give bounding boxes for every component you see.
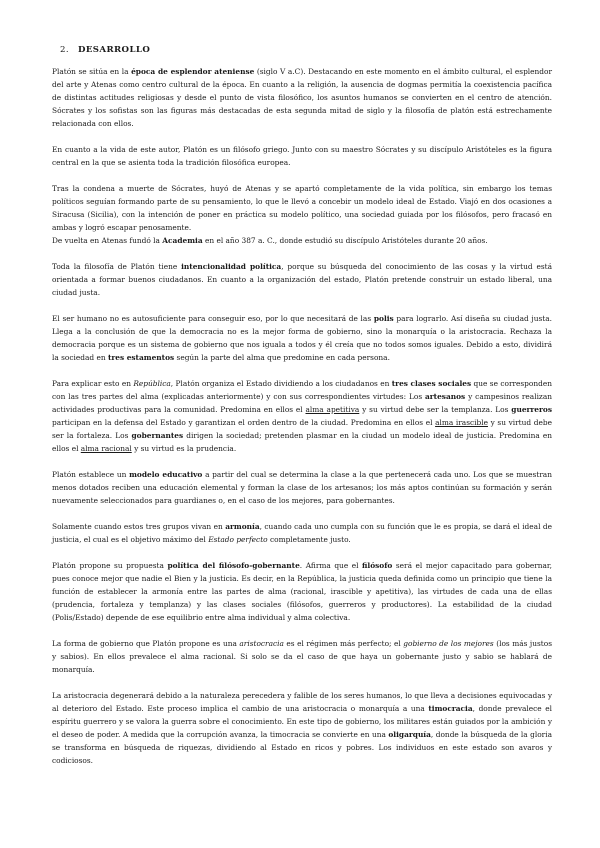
paragraph-philosopher-ruler: Platón propone su propuesta política del filósofo-gobernante. Afirma que el filósofo será el mejor capacitado para gobernar, pues conoce mejor que nadie el Bien y la justicia. Es decir, en la República, la justicia queda definida como un principio que tiene la función de establecer la armonía entre las partes de alma (racional, irascible y apetitiva), las virtudes de cada una de ellas (prudencia, fortaleza y templanza) y las clases sociales (filósofos, guerreros y productores). La estabilidad de la ciudad (Polis/Estado) depende de ese equilibrio entre alma individual y alma colectiva.	[52, 561, 553, 622]
paragraph-historical-context: Platón se sitúa en la época de esplendor ateniense (siglo V a.C). Destacando en este momento en el ámbito cultural, el esplendor del arte y Atenas como centro cultural de la época. En cuanto a la religión, la ausencia de dogmas permitía la coexistencia pacífica de distintas actitudes religiosas y desde el punto de vista filosófico, los asuntos humanos se convierten en el centro de atención. Sócrates y los sofistas son las figuras más destacadas de esta segunda mitad de siglo y la filosofía de platón está estrechamente relacionada con ellos.	[52, 67, 553, 128]
paragraph-education-model: Platón establece un modelo educativo a partir del cual se determina la clase a la que pertenecerá cada uno. Los que se muestran menos dotados reciben una educación elemental y forman la clase de los artesanos; los más aptos continúan su formación y serán nuevamente seleccionados para guardianes o, en el caso de los mejores, para gobernantes.	[52, 470, 552, 505]
paragraph-political-life: Tras la condena a muerte de Sócrates, huyó de Atenas y se apartó completamente de la vida política, sin embargo los temas políticos seguían formando parte de su pensamiento, lo que le llevó a concebir un modelo ideal de Estado. Viajó en dos ocasiones a Siracusa (Sicilia), con la intención de poner en práctica su modelo político, una sociedad guiada por los filósofos, pero fracasó en ambas y logró escapar penosamente. De vuelta en Atenas fundó la Academia en el año 387 a. C., donde estudió su discípulo Aristóteles durante 20 años.	[52, 184, 552, 245]
section-title: DESARROLLO	[78, 45, 151, 55]
paragraph-author-life: En cuanto a la vida de este autor, Platón es un filósofo griego. Junto con su maestro Sócrates y su discípulo Aristóteles es la figura central en la que se asienta toda la tradición filosófica europea.	[52, 145, 552, 167]
paragraph-just-city: El ser humano no es autosuficiente para conseguir eso, por lo que necesitará de las polis para lograrlo. Así diseña su ciudad justa. Llega a la conclusión de que la democracia no es la mejor forma de gobierno, sino la monarquía o la aristocracia. Rechaza la democracia porque es un sistema de gobierno que nos iguala a todos y él creía que no todos somos iguales. Debido a esto, dividirá la sociedad en tres estamentos según la parte del alma que predomine en cada persona.	[52, 314, 553, 362]
section-number: 2.	[60, 45, 69, 55]
paragraph-social-classes: Para explicar esto en República, Platón organiza el Estado dividiendo a los ciudadanos en tres clases sociales que se corresponden con las tres partes del alma (explicadas anteriormente) y con sus correspondientes virtudes: Los artesanos y campesinos realizan actividades productivas para la comunidad. Predomina en ellos el alma apetitiva y su virtud debe ser la templanza. Los guerreros participan en la defensa del Estado y garantizan el orden dentro de la ciudad. Predomina en ellos el alma irascible y su virtud debe ser la fortaleza. Los gobernantes dirigen la sociedad; pretenden plasmar en la ciudad un modelo ideal de justicia. Predomina en ellos el alma racional y su virtud es la prudencia.	[52, 379, 552, 453]
paragraph-aristocracy: La forma de gobierno que Platón propone es una aristocracia es el régimen más perfecto; el gobierno de los mejores (los más justos y sabios). En ellos prevalece el alma racional. Si solo se da el caso de que haya un gobernante justo y sabio se hablará de monarquía.	[52, 639, 552, 674]
paragraph-harmony: Solamente cuando estos tres grupos vivan en armonía, cuando cada uno cumpla con su función que le es propia, se dará el ideal de justicia, el cual es el objetivo máximo del Estado perfecto completamente justo.	[52, 522, 552, 544]
section-heading	[60, 44, 552, 56]
paragraph-degeneration: La aristocracia degenerará debido a la naturaleza perecedera y falible de los seres humanos, lo que lleva a decisiones equivocadas y al deterioro del Estado. Este proceso implica el cambio de una aristocracia o monarquía a una timocracia, donde prevalece el espíritu guerrero y se valora la guerra sobre el conocimiento. En este tipo de gobierno, los militares están guiados por la ambición y el deseo de poder. A medida que la corrupción avanza, la timocracia se convierte en una oligarquía, donde la búsqueda de la gloria se transforma en búsqueda de riquezas, dividiendo al Estado en ricos y pobres. Los individuos en este estado son avaros y codiciosos.	[52, 691, 552, 765]
document-page	[52, 44, 552, 767]
paragraph-political-intention: Toda la filosofía de Platón tiene intencionalidad política, porque su búsqueda del conocimiento de las cosas y la virtud está orientada a formar buenos ciudadanos. En cuanto a la organización del estado, Platón pretende construir un estado liberal, una ciudad justa.	[52, 262, 552, 297]
